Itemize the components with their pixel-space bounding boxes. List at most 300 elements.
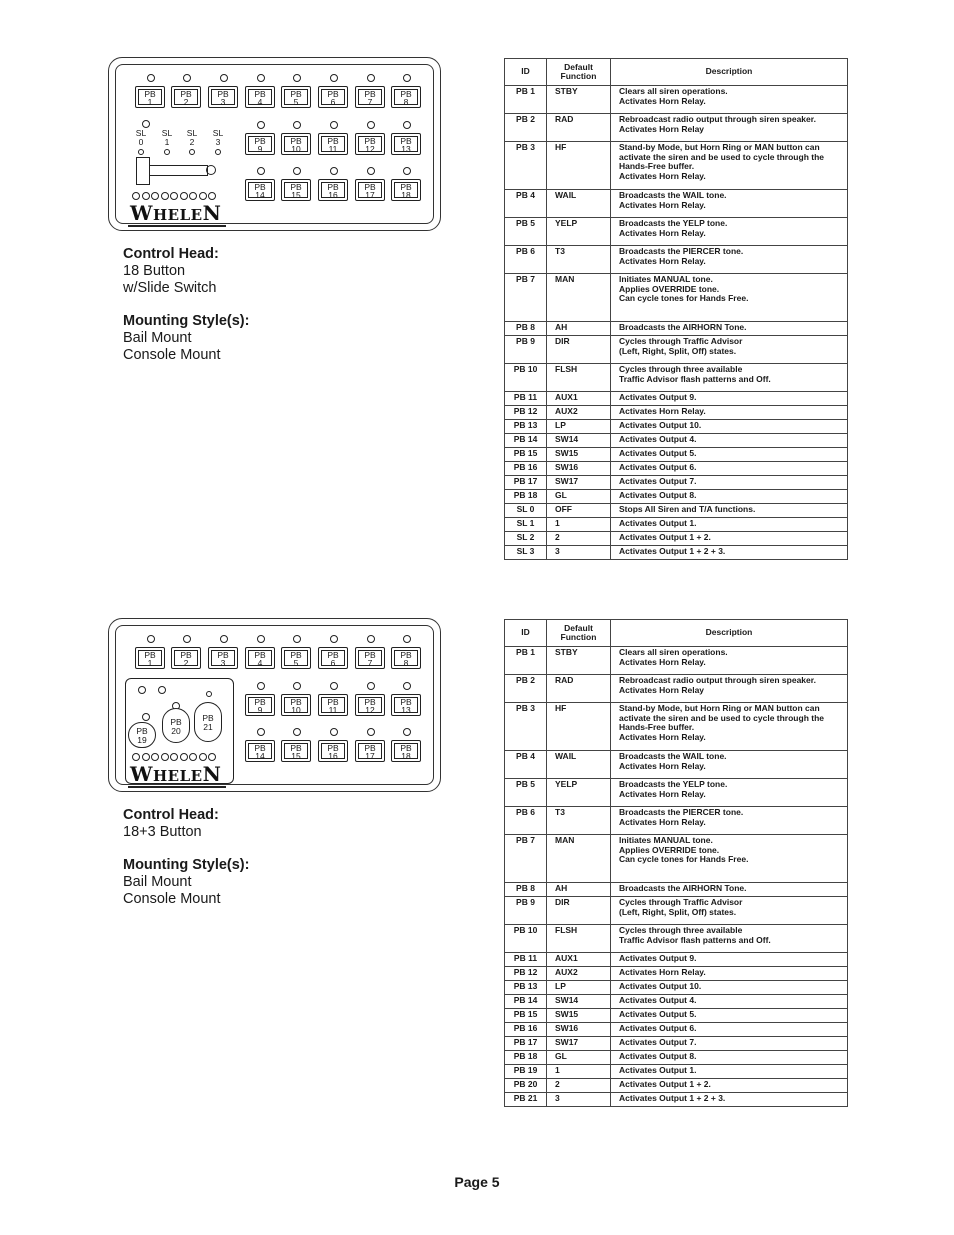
button-number: 19 [137,735,147,745]
mounting-line: Bail Mount [123,874,192,890]
control-head-18-plus-3-diagram [108,618,441,792]
button-number: 14 [255,751,265,761]
cell-id: PB 19 [505,1065,547,1079]
table-row [505,1065,848,1079]
mounting-line: Bail Mount [123,330,192,346]
cell-id: PB 12 [505,967,547,981]
button-label: PB [180,88,192,99]
led-indicator [142,713,150,721]
cell-description: Activates Output 5. [611,1009,848,1023]
button-label: PB [254,742,266,753]
control-head-heading: Control Head: [123,807,219,823]
table-row [505,835,848,883]
cell-description: Activates Output 1. [611,518,848,532]
table-row [505,476,848,490]
button-label: PB [400,742,412,753]
button-label: PB [202,713,214,723]
table-row [505,925,848,953]
cell-description: Stand-by Mode, but Horn Ring or MAN button can activate the siren and be used to cycle through the Hands-Free buffer. Activates Horn Relay. [611,142,848,190]
push-button-6[interactable] [318,647,348,669]
cell-description: Rebroadcast radio output through siren speaker. Activates Horn Relay [611,675,848,703]
cell-id: PB 16 [505,1023,547,1037]
cell-description: Activates Output 1 + 2. [611,532,848,546]
cell-description: Activates Output 6. [611,1023,848,1037]
button-label: PB [327,135,339,146]
cell-description: Activates Horn Relay. [611,406,848,420]
push-button-11[interactable] [318,694,348,716]
led-indicator [161,192,169,200]
table-row [505,462,848,476]
table-header-row [505,620,848,647]
cell-function: AUX1 [547,953,611,967]
led-indicator [208,753,216,761]
table-row [505,114,848,142]
button-label: PB [290,649,302,660]
led-indicator [330,635,338,643]
button-number: 20 [171,725,181,736]
button-number: 6 [330,658,336,668]
cell-function: WAIL [547,751,611,779]
slide-switch-knob[interactable] [136,157,150,185]
cell-function: RAD [547,675,611,703]
button-number: 2 [183,658,189,668]
cell-id: PB 17 [505,476,547,490]
led-indicator [147,635,155,643]
led-indicator [293,635,301,643]
push-button-12[interactable] [355,133,385,155]
button-label: PB [400,88,412,99]
mounting-line: Console Mount [123,891,221,907]
cell-description: Initiates MANUAL tone. Applies OVERRIDE tone. Can cycle tones for Hands Free. [611,835,848,883]
button-number: 14 [255,190,265,200]
push-button-5[interactable] [281,647,311,669]
cell-id: PB 5 [505,218,547,246]
table-row [505,336,848,364]
cell-id: PB 10 [505,925,547,953]
cell-function: SW17 [547,1037,611,1051]
button-number: 1 [147,658,153,668]
cell-id: PB 18 [505,1051,547,1065]
button-number: 10 [291,144,301,154]
mounting-heading: Mounting Style(s): [123,313,250,329]
push-button-5[interactable] [281,86,311,108]
led-indicator [142,192,150,200]
led-indicator [189,149,195,155]
led-indicator [367,74,375,82]
cell-description: Broadcasts the WAIL tone. Activates Horn Relay. [611,190,848,218]
table-row [505,967,848,981]
push-button-17[interactable] [355,740,385,762]
table-row [505,981,848,995]
push-button-10[interactable] [281,133,311,155]
cell-function: STBY [547,647,611,675]
button-label: PB [364,649,376,660]
led-indicator [180,192,188,200]
button-number: 13 [401,705,411,715]
cell-id: PB 14 [505,995,547,1009]
push-button-15[interactable] [281,740,311,762]
led-indicator [403,728,411,736]
control-head-line: w/Slide Switch [123,280,217,296]
cell-description: Cycles through Traffic Advisor (Left, Right, Split, Off) states. [611,897,848,925]
table-row [505,504,848,518]
cell-function: LP [547,420,611,434]
table-row [505,546,848,560]
led-indicator [138,149,144,155]
cell-function: STBY [547,86,611,114]
cell-description: Rebroadcast radio output through siren speaker. Activates Horn Relay [611,114,848,142]
table-row [505,995,848,1009]
button-number: 5 [293,97,299,107]
cell-id: SL 1 [505,518,547,532]
table-row [505,518,848,532]
button-label: PB [144,88,156,99]
table-row [505,448,848,462]
led-indicator [293,682,301,690]
cell-description: Clears all siren operations. Activates Horn Relay. [611,86,848,114]
led-indicator [220,635,228,643]
table-header-row [505,59,848,86]
column-header-function: Default Function [547,59,611,86]
led-indicator [189,192,197,200]
cell-id: PB 8 [505,883,547,897]
cell-id: PB 2 [505,675,547,703]
control-head-line: 18 Button [123,263,186,279]
cell-id: PB 21 [505,1093,547,1107]
column-header-description: Description [611,59,848,86]
cell-description: Broadcasts the PIERCER tone. Activates Horn Relay. [611,807,848,835]
button-label: PB [254,181,266,192]
function-table-18-plus-3 [504,619,848,1107]
button-number: 3 [220,658,226,668]
button-number: 10 [291,705,301,715]
cell-id: PB 20 [505,1079,547,1093]
cell-description: Activates Output 9. [611,392,848,406]
cell-id: PB 18 [505,490,547,504]
cell-description: Activates Output 10. [611,420,848,434]
cell-function: T3 [547,807,611,835]
table-row [505,1037,848,1051]
push-button-15[interactable] [281,179,311,201]
led-indicator [138,686,146,694]
push-button-3[interactable] [208,647,238,669]
button-number: 1 [147,97,153,107]
cell-function: AUX1 [547,392,611,406]
button-number: 2 [183,97,189,107]
button-number: 9 [257,144,263,154]
push-button-8[interactable] [391,647,421,669]
cell-function: 2 [547,532,611,546]
button-number: 8 [403,658,409,668]
cell-description: Stops All Siren and T/A functions. [611,504,848,518]
button-number: 21 [203,722,213,732]
button-number: 7 [367,658,373,668]
table-row [505,647,848,675]
button-number: 4 [257,97,263,107]
push-button-2[interactable] [171,86,201,108]
whelen-logo: WHELEN [130,762,222,786]
column-header-function: Default Function [547,620,611,647]
led-indicator [206,691,212,697]
push-button-1[interactable] [135,86,165,108]
led-indicator [132,192,140,200]
push-button-7[interactable] [355,647,385,669]
control-head-18-button-diagram [108,57,441,231]
button-number: 17 [365,190,375,200]
mounting-line: Console Mount [123,347,221,363]
push-button-10[interactable] [281,694,311,716]
button-label: PB [400,649,412,660]
cell-id: PB 11 [505,953,547,967]
push-button-4[interactable] [245,86,275,108]
table-row [505,406,848,420]
cell-description: Broadcasts the AIRHORN Tone. [611,883,848,897]
cell-id: PB 9 [505,336,547,364]
push-button-16[interactable] [318,740,348,762]
column-header-id: ID [505,59,547,86]
cell-description: Activates Output 9. [611,953,848,967]
cell-function: RAD [547,114,611,142]
button-label: PB [180,649,192,660]
led-indicator [158,686,166,694]
table-row [505,86,848,114]
cell-function: SW16 [547,462,611,476]
page-number: Page 5 [454,1174,500,1190]
table-row [505,434,848,448]
cell-id: PB 1 [505,647,547,675]
push-button-7[interactable] [355,86,385,108]
cell-description: Stand-by Mode, but Horn Ring or MAN button can activate the siren and be used to cycle through the Hands-Free buffer. Activates Horn Relay. [611,703,848,751]
led-indicator [403,121,411,129]
cell-function: AUX2 [547,967,611,981]
column-header-description: Description [611,620,848,647]
led-indicator [142,753,150,761]
button-label: PB [290,88,302,99]
slide-switch-track [144,165,208,176]
column-header-id: ID [505,620,547,647]
cell-description: Activates Output 1 + 2. [611,1079,848,1093]
button-number: 12 [365,705,375,715]
table-row [505,1079,848,1093]
control-head-face [115,64,434,224]
table-row [505,392,848,406]
cell-description: Activates Output 7. [611,1037,848,1051]
cell-function: SW15 [547,1009,611,1023]
led-indicator [330,682,338,690]
led-indicator [367,728,375,736]
table-row [505,218,848,246]
table-row [505,1093,848,1107]
control-head-heading: Control Head: [123,246,219,262]
table-row [505,190,848,218]
push-button-6[interactable] [318,86,348,108]
cell-description: Activates Output 1 + 2 + 3. [611,1093,848,1107]
push-button-8[interactable] [391,86,421,108]
cell-id: PB 3 [505,703,547,751]
button-label: PB [364,696,376,707]
led-indicator [189,753,197,761]
push-button-12[interactable] [355,694,385,716]
cell-id: PB 2 [505,114,547,142]
button-number: 11 [328,705,338,715]
button-number: 15 [291,751,301,761]
button-label: PB [327,742,339,753]
section2-caption [123,807,249,908]
table-row [505,322,848,336]
push-button-17[interactable] [355,179,385,201]
cell-id: SL 2 [505,532,547,546]
button-label: PB [327,649,339,660]
cell-description: Activates Output 1 + 2 + 3. [611,546,848,560]
push-button-3[interactable] [208,86,238,108]
led-indicator [220,74,228,82]
button-number: 13 [401,144,411,154]
led-indicator [180,753,188,761]
button-number: 17 [365,751,375,761]
push-button-16[interactable] [318,179,348,201]
cell-function: FLSH [547,364,611,392]
led-indicator [147,74,155,82]
cell-id: PB 7 [505,274,547,322]
button-number: 15 [291,190,301,200]
button-label: PB [254,696,266,707]
push-button-14[interactable] [245,179,275,201]
button-label: PB [290,135,302,146]
cell-function: 3 [547,1093,611,1107]
cell-id: PB 6 [505,246,547,274]
led-indicator [403,167,411,175]
cell-id: PB 9 [505,897,547,925]
mounting-heading: Mounting Style(s): [123,857,250,873]
push-button-2[interactable] [171,647,201,669]
cell-description: Activates Output 8. [611,1051,848,1065]
cell-function: AUX2 [547,406,611,420]
table-row [505,1023,848,1037]
slide-position-label: SL 1 [161,128,173,147]
cell-function: 1 [547,518,611,532]
led-indicator [367,167,375,175]
button-label: PB [254,135,266,146]
cell-id: PB 5 [505,779,547,807]
cell-function: 2 [547,1079,611,1093]
table-row [505,751,848,779]
cell-function: SW15 [547,448,611,462]
cell-function: SW17 [547,476,611,490]
cell-id: PB 10 [505,364,547,392]
button-label: PB [290,696,302,707]
cell-function: 1 [547,1065,611,1079]
button-number: 7 [367,97,373,107]
cell-id: PB 1 [505,86,547,114]
cell-id: PB 13 [505,981,547,995]
cell-description: Broadcasts the WAIL tone. Activates Horn Relay. [611,751,848,779]
cell-function: FLSH [547,925,611,953]
led-indicator [403,682,411,690]
push-button-11[interactable] [318,133,348,155]
cell-description: Clears all siren operations. Activates Horn Relay. [611,647,848,675]
cell-function: T3 [547,246,611,274]
push-button-9[interactable] [245,133,275,155]
led-indicator [199,753,207,761]
led-indicator [257,167,265,175]
button-number: 6 [330,97,336,107]
function-table-18-button [504,58,848,560]
led-indicator [367,635,375,643]
table-row [505,1009,848,1023]
cell-function: AH [547,883,611,897]
cell-description: Broadcasts the PIERCER tone. Activates Horn Relay. [611,246,848,274]
led-indicator [403,635,411,643]
table-row [505,883,848,897]
cell-function: YELP [547,218,611,246]
button-number: 8 [403,97,409,107]
button-label: PB [290,742,302,753]
push-button-18[interactable] [391,179,421,201]
table-row [505,897,848,925]
button-label: PB [364,742,376,753]
table-row [505,1051,848,1065]
table-row [505,779,848,807]
button-label: PB [400,181,412,192]
cell-id: PB 14 [505,434,547,448]
cell-description: Activates Output 1. [611,1065,848,1079]
push-button-13[interactable] [391,694,421,716]
cell-description: Activates Output 5. [611,448,848,462]
cell-id: PB 6 [505,807,547,835]
button-number: 4 [257,658,263,668]
button-label: PB [364,181,376,192]
led-indicator [293,74,301,82]
cell-function: GL [547,1051,611,1065]
cell-function: OFF [547,504,611,518]
led-indicator [330,728,338,736]
cell-function: HF [547,703,611,751]
push-button-20[interactable] [162,708,190,743]
led-indicator [403,74,411,82]
cell-function: GL [547,490,611,504]
control-head-face [115,625,434,785]
cell-function: DIR [547,897,611,925]
push-button-1[interactable] [135,647,165,669]
push-button-9[interactable] [245,694,275,716]
button-number: 5 [293,658,299,668]
push-button-21[interactable] [194,702,222,742]
button-label: PB [144,649,156,660]
button-label: PB [327,88,339,99]
led-indicator [330,167,338,175]
button-label: PB [327,181,339,192]
cell-id: PB 3 [505,142,547,190]
cell-function: SW16 [547,1023,611,1037]
push-button-18[interactable] [391,740,421,762]
button-label: PB [254,649,266,660]
push-button-13[interactable] [391,133,421,155]
led-indicator [367,121,375,129]
led-indicator [330,121,338,129]
cell-description: Activates Output 8. [611,490,848,504]
button-number: 11 [328,144,338,154]
push-button-19[interactable] [128,722,156,748]
cell-function: MAN [547,835,611,883]
button-label: PB [217,88,229,99]
control-head-line: 18+3 Button [123,824,202,840]
cell-description: Activates Output 4. [611,995,848,1009]
cell-description: Initiates MANUAL tone. Applies OVERRIDE tone. Can cycle tones for Hands Free. [611,274,848,322]
led-indicator [367,682,375,690]
cell-description: Broadcasts the YELP tone. Activates Horn Relay. [611,218,848,246]
push-button-4[interactable] [245,647,275,669]
push-button-14[interactable] [245,740,275,762]
